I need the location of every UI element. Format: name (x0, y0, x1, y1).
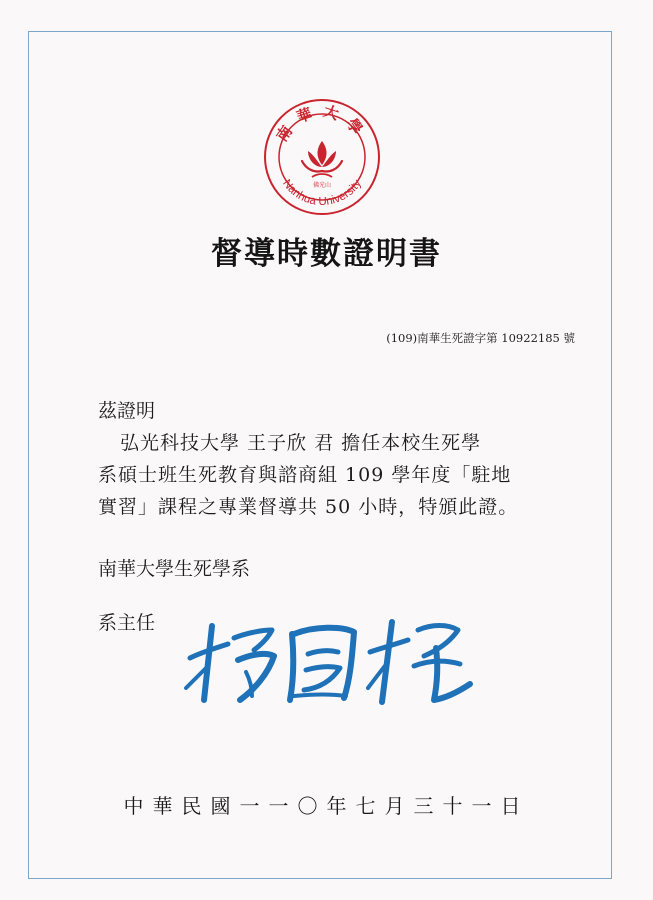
certificate-title: 督導時數證明書 (211, 236, 442, 272)
svg-text:佛光山: 佛光山 (312, 182, 332, 189)
body-line-3: 實習」課程之專業督導共 50 小時，特頒此證。 (98, 496, 519, 518)
issuer-department: 南華大學生死學系 (98, 558, 251, 580)
body-line-2: 系碩士班生死教育與諮商組 109 學年度「駐地 (98, 464, 512, 486)
reference-number: (109)南華生死證字第 10922185 號 (386, 331, 575, 345)
chair-label: 系主任 (98, 612, 156, 634)
svg-text:Nanhua University: Nanhua University (280, 177, 364, 209)
salutation-text: 茲證明 (98, 400, 156, 422)
body-line-1: 弘光科技大學 王子欣 君 擔任本校生死學 (120, 432, 482, 454)
university-seal-logo (262, 97, 382, 217)
svg-text:南華大學: 南華大學 (272, 101, 372, 145)
handwritten-signature (182, 608, 482, 708)
issue-date: 中華民國一一〇年七月三十一日 (123, 794, 530, 818)
